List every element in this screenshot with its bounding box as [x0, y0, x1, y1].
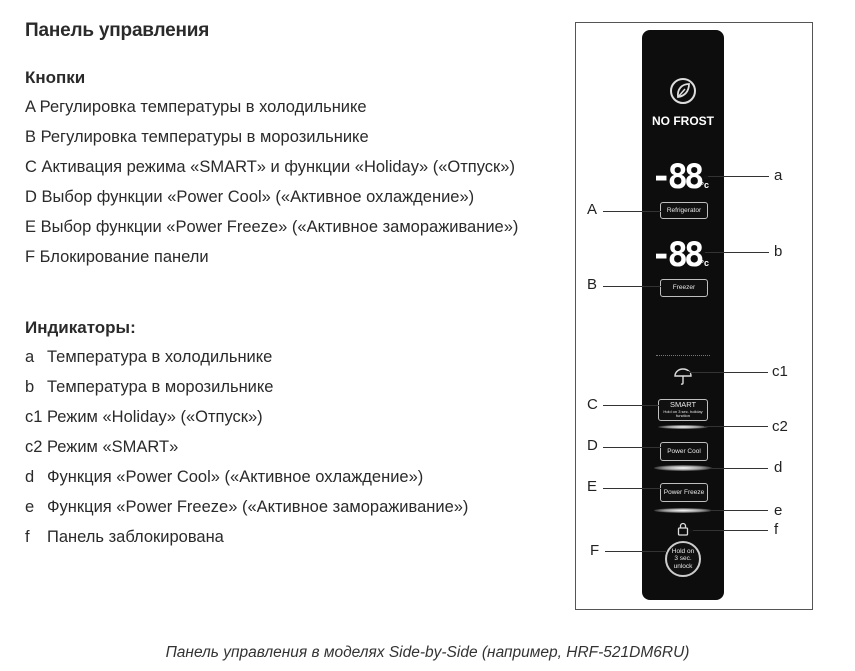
callout-line	[704, 426, 768, 427]
smart-button[interactable]	[658, 399, 708, 421]
indicator-key: c2	[25, 438, 43, 456]
callout-c2: c2	[772, 418, 788, 435]
button-desc-c: C Активация режима «SMART» и функции «Holiday» («Отпуск»)	[25, 158, 515, 176]
callout-line	[706, 176, 769, 177]
indicator-key: b	[25, 378, 35, 396]
smart-indicator	[658, 425, 708, 429]
indicator-text: Режим «SMART»	[47, 438, 179, 456]
divider	[656, 355, 710, 356]
button-desc-a: A Регулировка температуры в холодильнике	[25, 98, 367, 116]
hold-line-3: unlock	[673, 562, 693, 570]
callout-line	[688, 372, 768, 373]
smart-label: SMART	[669, 400, 697, 410]
indicator-text: Температура в холодильнике	[47, 348, 273, 366]
buttons-heading: Кнопки	[25, 68, 86, 87]
refrigerator-button[interactable]: Refrigerator	[660, 202, 708, 219]
figure-caption: Панель управления в моделях Side-by-Side (например, HRF-521DM6RU)	[165, 644, 690, 661]
leaf-icon	[668, 76, 698, 106]
callout-E: E	[587, 478, 598, 495]
display-digits: -88	[651, 157, 701, 197]
button-desc-d: D Выбор функции «Power Cool» («Активное охлаждение»)	[25, 188, 475, 206]
callout-A: A	[587, 201, 598, 218]
indicator-key: d	[25, 468, 35, 486]
indicator-text: Панель заблокирована	[47, 528, 224, 546]
callout-line	[603, 405, 659, 406]
button-desc-f: F Блокирование панели	[25, 248, 209, 266]
power-cool-indicator	[654, 465, 712, 471]
callout-dot	[701, 251, 705, 255]
callout-e: e	[774, 502, 783, 519]
indicator-text: Функция «Power Cool» («Активное охлаждение»)	[47, 468, 424, 486]
callout-c1: c1	[772, 363, 788, 380]
callout-line	[603, 447, 661, 448]
refrigerator-temp-display	[651, 157, 710, 197]
indicator-text: Режим «Holiday» («Отпуск»)	[47, 408, 263, 426]
control-panel	[642, 30, 724, 600]
indicators-heading: Индикаторы:	[25, 318, 136, 337]
callout-d: d	[774, 459, 783, 476]
callout-line	[603, 488, 661, 489]
power-freeze-button[interactable]: Power Freeze	[660, 483, 708, 502]
hold-line-2: 3 sec.	[674, 555, 692, 563]
display-digits: -88	[651, 235, 701, 275]
indicator-text: Температура в морозильнике	[47, 378, 274, 396]
indicator-key: a	[25, 348, 35, 366]
callout-C: C	[587, 396, 598, 413]
indicator-row	[25, 408, 263, 427]
degree-unit: °c	[700, 258, 710, 268]
lock-icon	[676, 522, 690, 536]
callout-dot	[704, 175, 708, 179]
indicator-row	[25, 528, 224, 547]
callout-b: b	[774, 243, 783, 260]
indicator-text: Функция «Power Freeze» («Активное замораживание»)	[47, 498, 469, 516]
callout-D: D	[587, 437, 598, 454]
button-desc-e: E Выбор функции «Power Freeze» («Активное замораживание»)	[25, 218, 519, 236]
degree-unit: °c	[700, 180, 710, 190]
indicator-row	[25, 498, 468, 517]
callout-line	[603, 211, 661, 212]
smart-sub-label: Hold on 3 sec. holiday function	[663, 408, 703, 419]
callout-F: F	[590, 542, 600, 559]
indicator-row	[25, 378, 273, 397]
power-cool-button[interactable]: Power Cool	[660, 442, 708, 461]
callout-line	[605, 551, 667, 552]
lock-hold-button[interactable]	[665, 541, 701, 577]
hold-line-1: Hold on	[671, 548, 695, 556]
no-frost-label: NO FROST	[652, 114, 714, 128]
power-freeze-indicator	[654, 508, 712, 513]
indicator-row	[25, 348, 272, 367]
callout-f: f	[774, 521, 779, 538]
callout-B: B	[587, 276, 598, 293]
indicator-key: c1	[25, 408, 43, 426]
indicator-row	[25, 468, 423, 487]
indicator-row	[25, 438, 178, 457]
button-desc-b: B Регулировка температуры в морозильнике	[25, 128, 369, 146]
callout-dot	[686, 371, 690, 375]
umbrella-icon	[673, 367, 693, 385]
page-title: Панель управления	[25, 20, 210, 41]
callout-line	[703, 252, 769, 253]
callout-line	[691, 530, 768, 531]
indicator-key: f	[25, 528, 30, 546]
freezer-temp-display	[651, 235, 710, 275]
callout-a: a	[774, 167, 783, 184]
callout-dot	[689, 529, 693, 533]
freezer-button[interactable]: Freezer	[660, 279, 708, 297]
callout-line	[710, 510, 768, 511]
callout-line	[710, 468, 768, 469]
callout-line	[603, 286, 661, 287]
indicator-key: e	[25, 498, 35, 516]
